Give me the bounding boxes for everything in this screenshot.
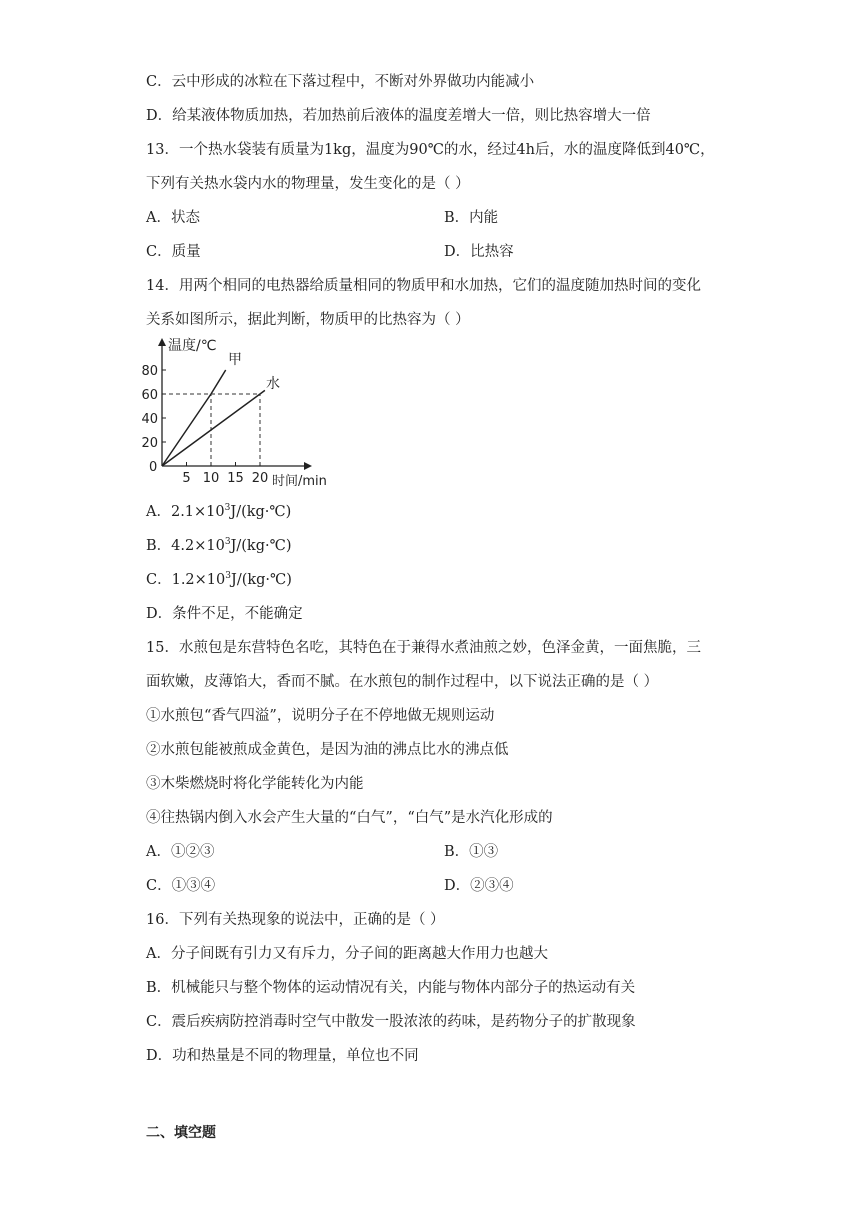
q14-stem-line1: 14．用两个相同的电热器给质量相同的物质甲和水加热，它们的温度随加热时间的变化	[146, 278, 701, 294]
q15-stem-line1: 15．水煎包是东营特色名吃，其特色在于兼得水煮油煎之妙，色泽金黄，一面焦脆，三	[146, 640, 701, 656]
q16-option-a: A．分子间既有引力又有斥力，分子间的距离越大作用力也越大	[146, 946, 548, 962]
q15-statement-3: ③木柴燃烧时将化学能转化为内能	[146, 776, 364, 792]
x-axis-arrow-icon	[304, 462, 312, 470]
y-tick-label: 60	[141, 388, 158, 403]
chart-y-axis-label: 温度/℃	[168, 338, 217, 354]
q13-option-c: C．质量	[146, 244, 201, 260]
q16-option-b: B．机械能只与整个物体的运动情况有关，内能与物体内部分子的热运动有关	[146, 980, 636, 996]
x-tick-label: 10	[202, 471, 220, 486]
q12-option-c: C．云中形成的冰粒在下落过程中，不断对外界做功内能减小	[146, 74, 535, 90]
q13-option-d: D．比热容	[444, 244, 514, 260]
q14-option-c: C．$1.2\times 10^3J/(kg\cdot℃)$	[146, 571, 292, 588]
y-tick-label: 40	[141, 412, 158, 427]
q14-option-d: D．条件不足，不能确定	[146, 606, 303, 622]
q14-option-b: B．$4.2\times 10^3J/(kg\cdot℃)$	[146, 537, 292, 554]
series-label-shui: 水	[266, 376, 280, 392]
q15-option-a: A．①②③	[146, 844, 215, 860]
x-tick-label: 5	[182, 471, 191, 486]
x-tick-label: 15	[227, 471, 244, 486]
q13-option-a: A．状态	[146, 210, 200, 226]
y-tick-label: 80	[141, 364, 158, 379]
y-tick-label: 20	[141, 436, 158, 451]
q16-stem: 16．下列有关热现象的说法中，正确的是（ ）	[146, 912, 445, 928]
q16-option-d: D．功和热量是不同的物理量，单位也不同	[146, 1048, 419, 1064]
q15-option-d: D．②③④	[444, 878, 514, 894]
chart-x-axis-label: 时间/min	[272, 474, 327, 489]
q14-option-a: A．$2.1\times 10^3J/(kg\cdot℃)$	[146, 503, 292, 520]
y-axis-arrow-icon	[158, 338, 166, 346]
q13-option-b: B．内能	[444, 210, 499, 226]
chart-origin-label: 0	[149, 460, 158, 475]
q16-option-c: C．震后疾病防控消毒时空气中散发一股浓浓的药味，是药物分子的扩散现象	[146, 1014, 636, 1030]
q14-stem-line2: 关系如图所示，据此判断，物质甲的比热容为（ ）	[146, 312, 470, 328]
section-title-fill-in: 二、填空题	[146, 1125, 216, 1141]
q15-option-c: C．①③④	[146, 878, 216, 894]
q15-stem-line2: 面软嫩，皮薄馅大，香而不腻。在水煎包的制作过程中，以下说法正确的是（ ）	[146, 674, 659, 690]
q12-option-d: D．给某液体物质加热，若加热前后液体的温度差增大一倍，则比热容增大一倍	[146, 108, 651, 124]
temperature-time-chart	[140, 330, 340, 490]
q13-stem-line2: 下列有关热水袋内水的物理量，发生变化的是（ ）	[146, 176, 470, 192]
q15-statement-2: ②水煎包能被煎成金黄色，是因为油的沸点比水的沸点低	[146, 742, 509, 758]
series-line-shui	[162, 390, 265, 466]
series-line-jia	[162, 370, 226, 466]
x-tick-label: 20	[251, 471, 269, 486]
series-label-jia: 甲	[228, 352, 242, 368]
q13-stem-line1: 13．一个热水袋装有质量为1kg，温度为90℃的水，经过4h后，水的温度降低到40℃，	[146, 142, 715, 158]
q15-statement-4: ④往热锅内倒入水会产生大量的“白气”，“白气”是水汽化形成的	[146, 810, 553, 826]
q15-statement-1: ①水煎包“香气四溢”，说明分子在不停地做无规则运动	[146, 708, 495, 724]
q15-option-b: B．①③	[444, 844, 499, 860]
